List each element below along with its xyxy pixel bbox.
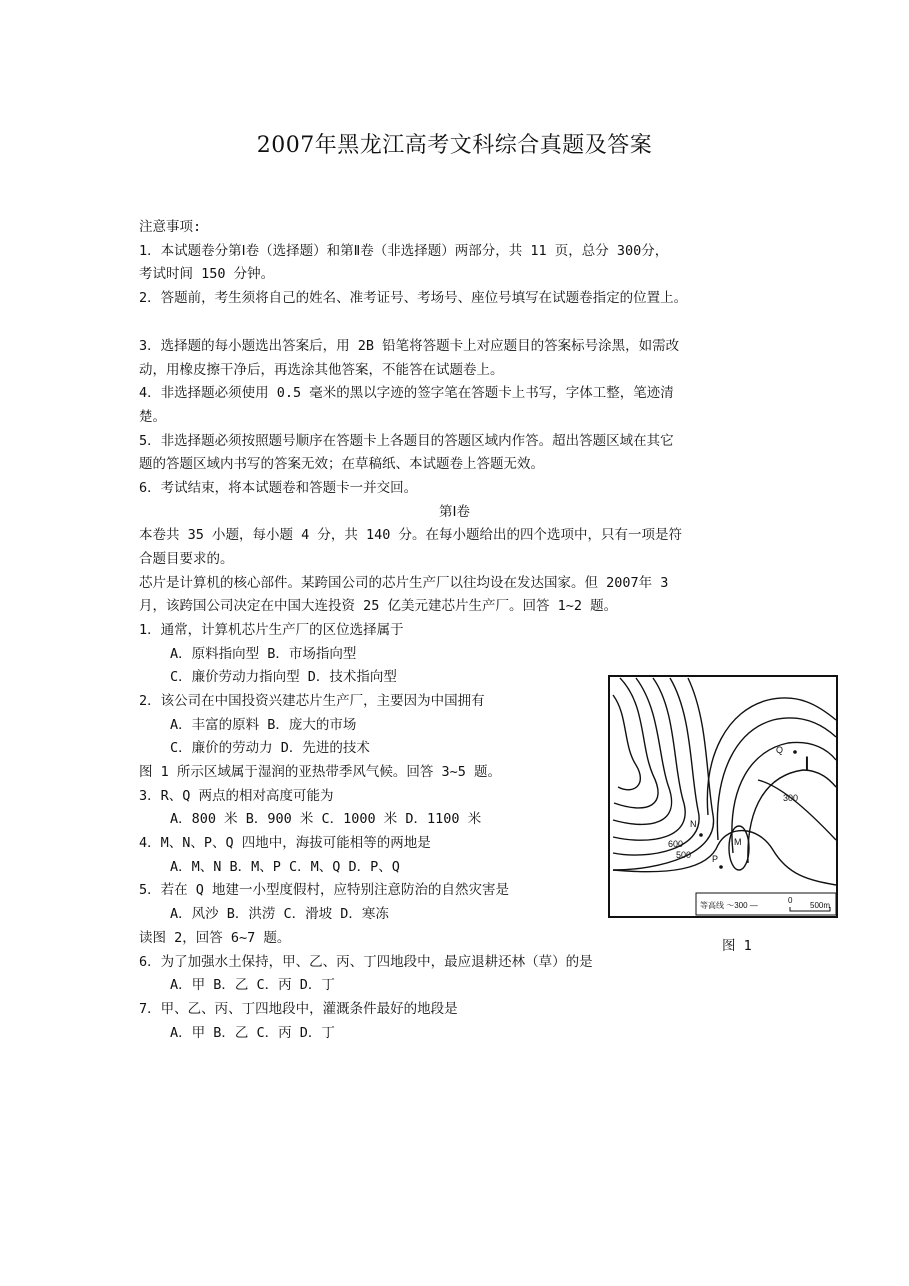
question-2-options: C．廉价的劳动力 D．先进的技术: [170, 740, 370, 756]
scale-500: 500m: [810, 901, 831, 910]
question-2-options: A．丰富的原料 B．庞大的市场: [170, 717, 357, 733]
figure-1-intro: 图 1 所示区域属于湿润的亚热带季风气候。回答 3~5 题。: [139, 764, 502, 780]
figure-2-intro: 读图 2，回答 6~7 题。: [139, 930, 291, 946]
question-4: 4．M、N、P、Q 四地中，海拔可能相等的两地是: [139, 835, 431, 851]
notice-item: 楚。: [139, 409, 166, 425]
question-2: 2．该公司在中国投资兴建芯片生产厂，主要因为中国拥有: [139, 693, 485, 709]
page-title: 2007年黑龙江高考文科综合真题及答案: [256, 133, 653, 158]
notice-item: 6．考试结束，将本试题卷和答题卡一并交回。: [139, 480, 418, 496]
notice-item: 2．答题前，考生须将自己的姓名、准考证号、考场号、座位号填写在试题卷指定的位置上。: [139, 290, 688, 306]
question-1-options: A．原料指向型 B．市场指向型: [170, 646, 357, 662]
figure-1-caption: 图 1: [722, 938, 752, 954]
contour-600-label: 600: [668, 839, 684, 849]
point-q-label: Q: [776, 745, 784, 755]
point-n-label: N: [690, 819, 697, 829]
contour-map-figure: [608, 675, 838, 918]
notice-item: 题的答题区域内书写的答案无效；在草稿纸、本试题卷上答题无效。: [139, 456, 544, 472]
question-1: 1．通常，计算机芯片生产厂的区位选择属于: [139, 622, 404, 638]
question-3: 3．R、Q 两点的相对高度可能为: [139, 788, 334, 804]
notice-item: 4．非选择题必须使用 0.5 毫米的黑以字迹的签字笔在答题卡上书写，字体工整，笔迹清: [139, 385, 674, 401]
passage: 芯片是计算机的核心部件。某跨国公司的芯片生产厂以往均设在发达国家。但 2007年 3: [139, 575, 669, 591]
point-r-label: Ⅰ: [804, 754, 810, 776]
question-1-options: C．廉价劳动力指向型 D．技术指向型: [170, 669, 397, 685]
contour-300-label: 300: [783, 793, 799, 803]
question-6: 6．为了加强水土保持，甲、乙、丙、丁四地段中，最应退耕还林（草）的是: [139, 954, 593, 970]
section-intro: 本卷共 35 小题，每小题 4 分，共 140 分。在每小题给出的四个选项中，只有一项是符: [139, 527, 683, 543]
point-p-label: P: [712, 854, 719, 864]
notice-item: 动，用橡皮擦干净后，再选涂其他答案，不能答在试题卷上。: [139, 362, 504, 378]
notice-item: 考试时间 150 分钟。: [139, 266, 275, 282]
notice-item: 5．非选择题必须按照题号顺序在答题卡上各题目的答题区域内作答。超出答题区域在其它: [139, 433, 674, 449]
question-4-options: A．M、N B．M、P C．M、Q D．P、Q: [170, 859, 400, 875]
section-title: 第Ⅰ卷: [439, 504, 470, 520]
notice-item: 3．选择题的每小题选出答案后，用 2B 铅笔将答题卡上对应题目的答案标号涂黑，如需改: [139, 338, 680, 354]
question-6-options: A．甲 B．乙 C．丙 D．丁: [170, 977, 335, 993]
question-7-options: A．甲 B．乙 C．丙 D．丁: [170, 1025, 335, 1041]
question-3-options: A．800 米 B．900 米 C．1000 米 D．1100 米: [170, 811, 482, 827]
legend-text: 等高线 ～300 —: [700, 901, 758, 910]
notice-heading: 注意事项:: [139, 219, 202, 235]
point-m-label: M: [734, 837, 742, 847]
question-5-options: A．风沙 B．洪涝 C．滑坡 D．寒冻: [170, 906, 389, 922]
question-5: 5．若在 Q 地建一小型度假村，应特别注意防治的自然灾害是: [139, 882, 510, 898]
question-7: 7．甲、乙、丙、丁四地段中，灌溉条件最好的地段是: [139, 1001, 458, 1017]
notice-item: 1．本试题卷分第Ⅰ卷（选择题）和第Ⅱ卷（非选择题）两部分，共 11 页，总分 300分，: [139, 243, 669, 259]
section-intro: 合题目要求的。: [139, 551, 234, 567]
scale-zero: 0: [788, 896, 793, 905]
passage: 月，该跨国公司决定在中国大连投资 25 亿美元建芯片生产厂。回答 1~2 题。: [139, 598, 618, 614]
contour-500-label: 500: [676, 850, 692, 860]
